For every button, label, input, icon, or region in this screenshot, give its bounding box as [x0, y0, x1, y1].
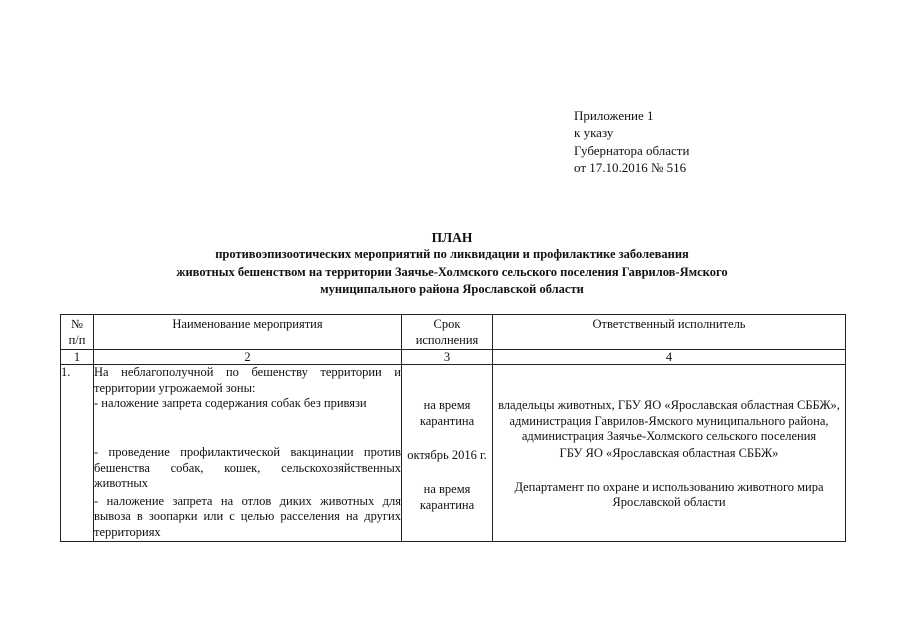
row-responsibles [493, 365, 846, 541]
column-number-2: 2 [94, 350, 402, 365]
measure-term-3: на время карантина [419, 481, 475, 512]
appendix-reference [574, 107, 689, 177]
title-main: ПЛАН [431, 230, 473, 245]
title-line-1: противоэпизоотических мероприятий по ликвидации и профилактике заболевания [215, 247, 689, 262]
header-responsible-label: Ответственный исполнитель [592, 317, 746, 331]
header-term-line-1: Срок [433, 317, 461, 331]
header-name-label: Наименование мероприятия [172, 317, 323, 331]
appendix-line-3: Губернатора области [574, 142, 690, 158]
header-name [94, 315, 402, 350]
column-number-1: 1 [61, 350, 94, 365]
document-title [100, 229, 804, 298]
appendix-line-4: от 17.10.2016 № 516 [574, 160, 687, 176]
table-header-row [61, 315, 846, 350]
appendix-line-2: к указу [574, 125, 614, 141]
header-term [402, 315, 493, 350]
row-intro: На неблагополучной по бешенству территории и территории угрожаемой зоны: [94, 365, 401, 395]
title-line-2: животных бешенством на территории Заячье-Холмского сельского поселения Гаврилов-Ямского [176, 264, 728, 279]
measure-name-3: - наложение запрета на отлов диких животных для вывоза в зоопарки или с целью расселения на других территориях [94, 493, 401, 539]
table-row [61, 365, 846, 541]
header-term-line-2: исполнения [415, 332, 479, 347]
row-measures [94, 365, 402, 541]
column-number-3: 3 [402, 350, 493, 365]
appendix-line-1: Приложение 1 [574, 108, 654, 123]
column-number-row [61, 350, 846, 365]
measure-name-1: - наложение запрета содержания собак без привязи [94, 396, 367, 411]
measure-term-1: на время карантина [419, 398, 475, 428]
header-num-line-2: п/п [68, 332, 86, 347]
measure-responsible-3: Департамент по охране и использованию животного мира Ярославской области [514, 479, 824, 510]
measure-responsible-1: владельцы животных, ГБУ ЯО «Ярославская областная СББЖ», администрация Гаврилов-Ямского муниципального района, администрация Заячье-Холмского сельского поселения [498, 398, 840, 444]
column-number-4: 4 [493, 350, 846, 365]
measure-term-2: октябрь 2016 г. [407, 448, 487, 463]
row-terms [402, 365, 493, 541]
header-num-line-1: № [71, 317, 83, 331]
plan-table [60, 314, 846, 542]
measure-name-2: - проведение профилактической вакцинации против бешенства собак, кошек, сельскохозяйственных животных [94, 444, 401, 491]
measure-responsible-2: ГБУ ЯО «Ярославская областная СББЖ» [559, 445, 779, 460]
row-number: 1. [61, 365, 94, 541]
header-num [61, 315, 94, 350]
title-line-3: муниципального района Ярославской области [320, 281, 584, 296]
header-responsible [493, 315, 846, 350]
